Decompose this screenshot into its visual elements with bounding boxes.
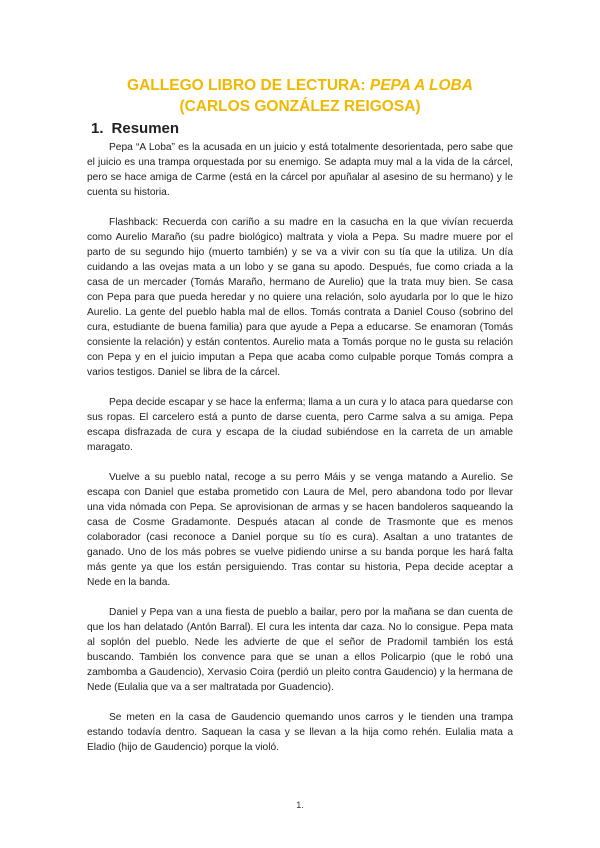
summary-body bbox=[87, 140, 513, 770]
section-number: 1. bbox=[91, 120, 104, 137]
paragraph: Pepa “A Loba” es la acusada en un juicio y está totalmente desorientada, pero sabe que el juicio es una trampa orquestada por su enemigo. Se adapta muy mal a la vida de la cárcel, pero se hace amiga de Carme (está en la cárcel por apuñalar al asesino de su hermano) y le cuenta su historia. bbox=[87, 142, 513, 198]
paragraph: Se meten en la casa de Gaudencio quemando unos carros y le tienden una trampa estando todavía dentro. Saquean la casa y se llevan a la hija como rehén. Eulalia mata a Eladio (hijo de Gaudencio) porque la violó. bbox=[87, 712, 513, 753]
document-subtitle-author: (CARLOS GONZÁLEZ REIGOSA) bbox=[179, 98, 421, 115]
paragraph: Daniel y Pepa van a una fiesta de pueblo a bailar, pero por la mañana se dan cuenta de que los han delatado (Antón Barral). El cura les intenta dar caza. No lo consigue. Pepa mata al soplón del pueblo. Nede les advierte de que el señor de Pradomil también los está buscando. También los convence para que se unan a ellos Policarpio (que le robó una zambomba a Gaudencio), Xervasio Coira (perdió un pleito contra Gaudencio) y la hermana de Nede (Eulalia que va a ser maltratada por Guadencio). bbox=[87, 607, 513, 693]
paragraph: Pepa decide escapar y se hace la enferma; llama a un cura y lo ataca para quedarse con sus ropas. El carcelero está a punto de darse cuenta, pero Carme salva a su amiga. Pepa escapa disfrazada de cura y escapa de la ciudad subiéndose en la carreta de un amable maragato. bbox=[87, 397, 513, 453]
page-number: 1. bbox=[296, 800, 304, 810]
section-title: Resumen bbox=[111, 120, 180, 137]
title-book-name: PEPA A LOBA bbox=[369, 77, 473, 94]
section-heading bbox=[91, 120, 179, 137]
paragraph: Flashback: Recuerda con cariño a su madre en la casucha en la que vivían recuerda como Aurelio Marаño (su padre biológico) maltrata y viola a Pepa. Su madre muere por el parto de su segundo hijo (muerto también) y se va a vivir con su tía que la utiliza. Un día cuidando a las ovejas mata a un lobo y se gana su apodo. Después, fue como criada a la casa de un mercader (Tomás Marаño, hermano de Aurelio) que la trata muy bien. Se casa con Pepa para que pueda heredar y no quiere una relación, solo ayudarla por lo que le hizo Aurelio. La gente del pueblo habla mal de ellos. Tomás contrata a Daniel Couso (sobrino del cura, estudiante de buena familia) para que ayude a Pepa a educarse. Se enamoran (Tomás consiente la relación) y están contentos. Aurelio mata a Tomás porque no le gusta su relación con Pepa y en el juicio imputan a Pepa que acaba como culpable porque Tomás compra a varios testigos. Daniel se libra de la cárcel. bbox=[87, 217, 513, 378]
paragraph: Vuelve a su pueblo natal, recoge a su perro Máis y se venga matando a Aurelio. Se escapa con Daniel que estaba prometido con Laura de Mel, pero abandona todo por llevar una vida nómada con Pepa. Se aprovisionan de armas y se hacen bandoleros saqueando la casa de Cosme Gradamonte. Después atacan al conde de Trasmonte que es menos colaborador (casi reconoce a Daniel porque su tío es cura). Asaltan a uno tratantes de ganado. Uno de los más pobres se vuelve pidiendo unirse a su banda porque les hará falta más gente ya que los están persiguiendo. Tras contar su historia, Pepa decide aceptar a Nede en la banda. bbox=[87, 472, 513, 588]
title-prefix: GALLEGO LIBRO DE LECTURA: bbox=[127, 77, 370, 94]
document-title bbox=[0, 77, 600, 95]
